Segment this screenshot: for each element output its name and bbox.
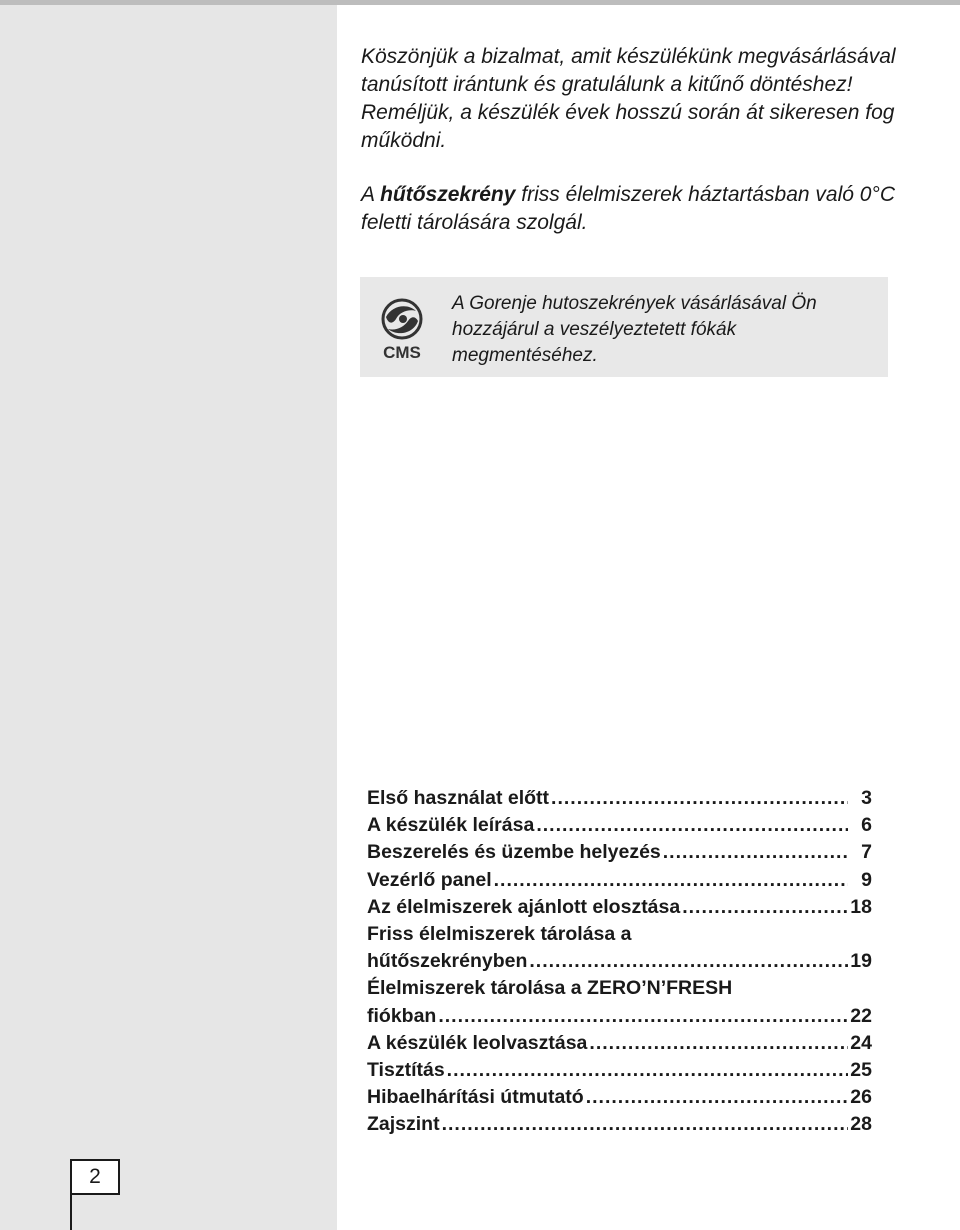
toc-page: 24 (850, 1031, 872, 1054)
toc-leader (438, 1003, 848, 1030)
toc-page: 19 (850, 950, 872, 973)
intro-paragraph: Köszönjük a bizalmat, amit készülékünk megvásárlásával tanúsított irántunk és gratulálunk a kitűnő döntéshez! Reméljük, a készülék évek hosszú során át sikeresen fog működni. (361, 45, 896, 152)
purpose-paragraph (361, 181, 901, 237)
toc-title: hűtőszekrényben (367, 950, 528, 973)
toc-item-hibaelharitas[interactable] (367, 1084, 872, 1111)
toc-leader (586, 1084, 848, 1111)
toc-page: 7 (861, 841, 872, 864)
toc-item-keszulek-leirasa[interactable] (367, 812, 872, 839)
toc-title: Vezérlő panel (367, 868, 492, 891)
toc-item-zero-line1[interactable]: Élelmiszerek tárolása a ZERO’N’FRESH (367, 977, 733, 1000)
toc-item-tisztitas[interactable] (367, 1057, 872, 1084)
toc-title: Az élelmiszerek ajánlott elosztása (367, 895, 681, 918)
cms-text: A Gorenje hutoszekrények vásárlásával Ön hozzájárul a veszélyeztetett fókák megmentéséhez. (452, 293, 817, 366)
toc-item-leolvasztas[interactable] (367, 1030, 872, 1057)
toc-item-zajszint[interactable] (367, 1111, 872, 1138)
toc-leader (663, 839, 848, 866)
purpose-suffix: friss élelmiszerek háztartásban való 0°C feletti tárolására szolgál. (361, 183, 895, 234)
seal-emblem-icon (378, 297, 428, 363)
toc-item-elso-hasznalat[interactable] (367, 785, 872, 812)
page-number-rule (70, 1195, 72, 1230)
toc-item-friss-line1[interactable]: Friss élelmiszerek tárolása a (367, 923, 632, 946)
toc-page: 9 (861, 868, 872, 891)
toc-page: 22 (850, 1004, 872, 1027)
toc-item-beszereles[interactable] (367, 839, 872, 866)
toc-leader (494, 867, 848, 894)
table-of-contents (367, 785, 872, 1139)
toc-title: A készülék leolvasztása (367, 1031, 588, 1054)
toc-item-elosztas[interactable] (367, 894, 872, 921)
purpose-bold-term: hűtőszekrény (380, 183, 516, 206)
toc-item-friss-elelmiszerek[interactable] (367, 948, 872, 975)
toc-title: Beszerelés és üzembe helyezés (367, 841, 661, 864)
toc-page: 6 (861, 814, 872, 837)
toc-page: 28 (850, 1113, 872, 1136)
toc-leader (447, 1057, 848, 1084)
cms-info-box (360, 277, 888, 377)
toc-page: 18 (850, 895, 872, 918)
cms-logo-text: CMS (383, 343, 421, 362)
toc-item-vezerlo-panel[interactable] (367, 867, 872, 894)
purpose-prefix: A (361, 183, 381, 206)
page-number: 2 (70, 1159, 120, 1195)
toc-title: Tisztítás (367, 1059, 445, 1082)
toc-leader (536, 812, 848, 839)
left-sidebar-band (0, 5, 337, 1230)
toc-title: Hibaelhárítási útmutató (367, 1086, 584, 1109)
toc-item-zero-n-fresh[interactable] (367, 1003, 872, 1030)
toc-title: fiókban (367, 1004, 437, 1027)
toc-leader (442, 1111, 848, 1138)
toc-leader (589, 1030, 848, 1057)
toc-title: Első használat előtt (367, 787, 550, 809)
toc-title: Zajszint (367, 1113, 440, 1136)
toc-leader (529, 948, 848, 975)
toc-page: 25 (850, 1059, 872, 1082)
toc-leader (551, 785, 848, 812)
toc-title: A készülék leírása (367, 814, 535, 837)
toc-page: 26 (850, 1086, 872, 1109)
toc-page: 3 (861, 787, 872, 809)
toc-leader (682, 894, 848, 921)
